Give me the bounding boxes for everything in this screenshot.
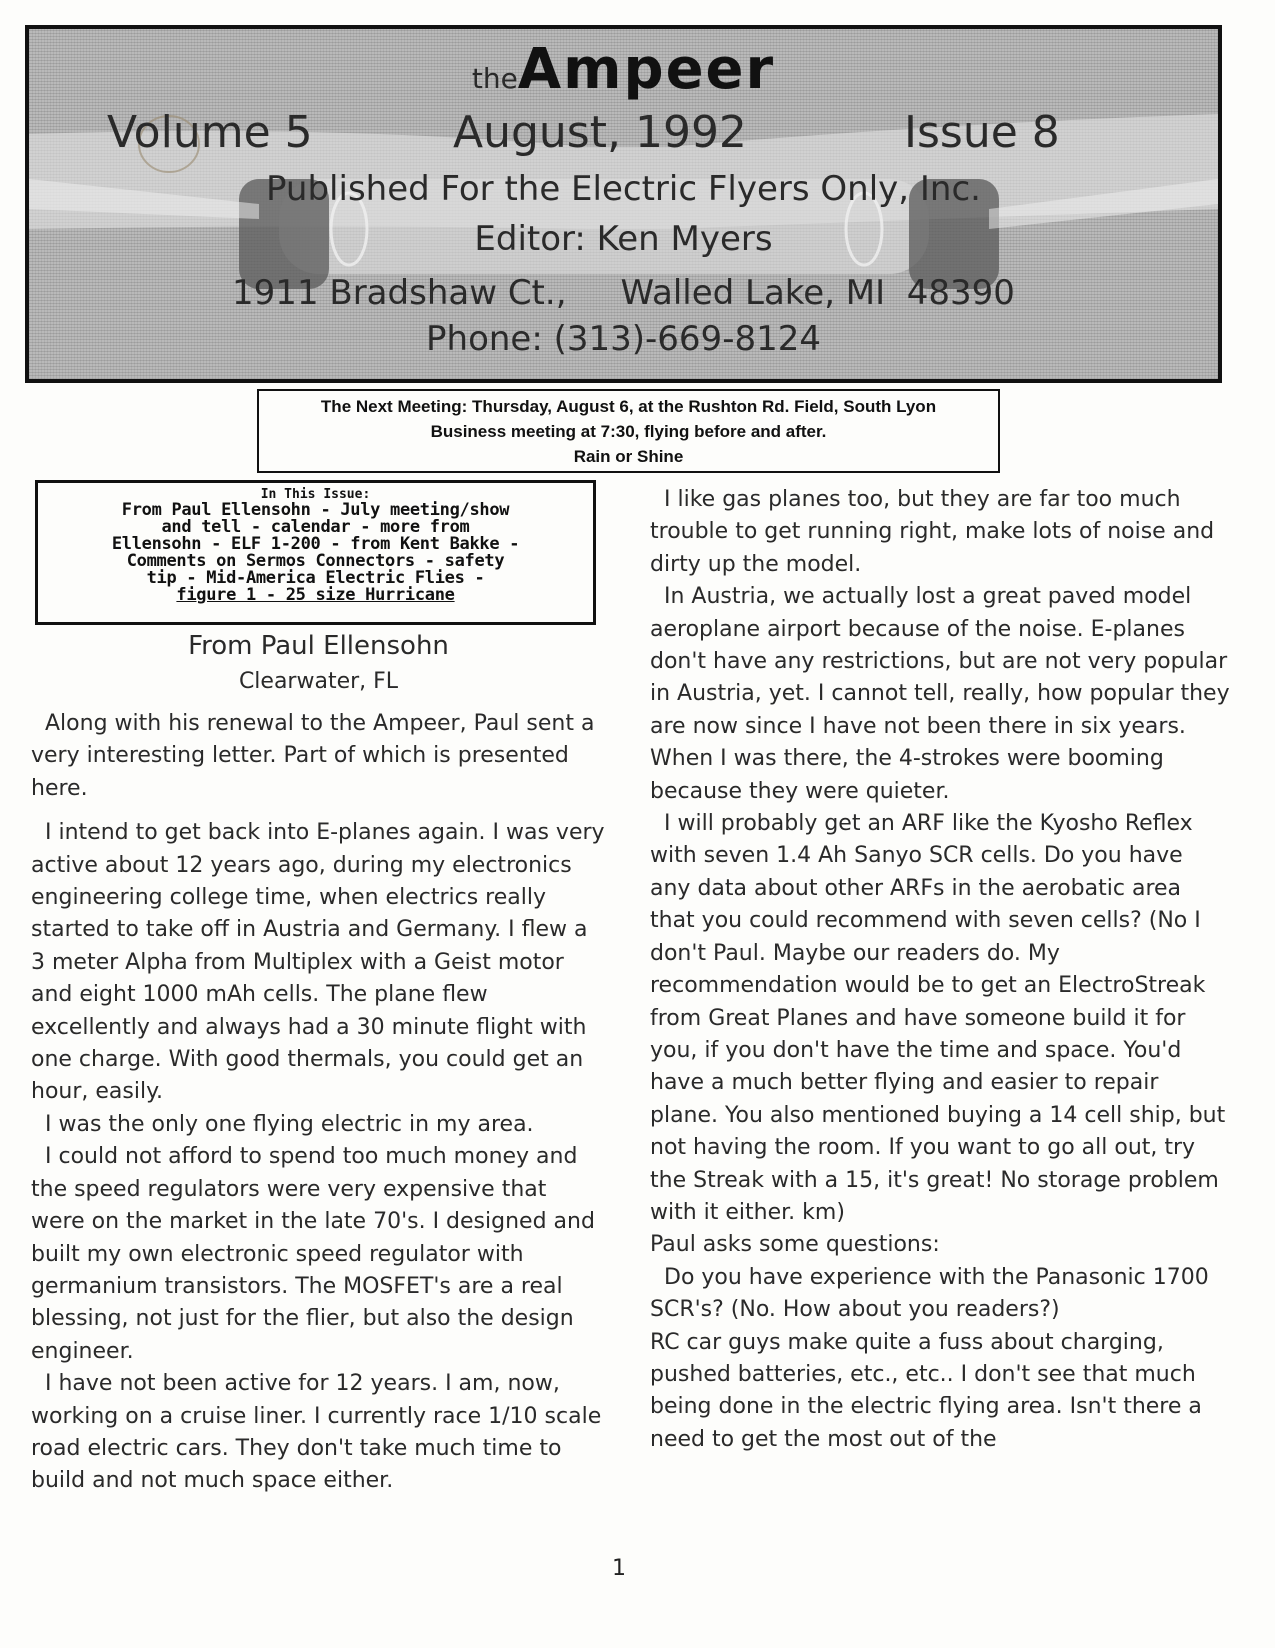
phone-line: Phone: (313)-669-8124 [426, 319, 821, 359]
paragraph: Do you have experience with the Panasonic 1700 SCR's? (No. How about you readers?) [650, 1264, 1209, 1323]
contents-line: figure 1 - 25 size Hurricane [176, 585, 455, 605]
article-location: Clearwater, FL [238, 669, 399, 694]
publisher-line: Published For the Electric Flyers Only, Inc. [266, 169, 981, 209]
paragraph: I could not afford to spend too much money and the speed regulators were very expensive that were on the market in the late 70's. I designed and built my own electronic speed regulator with germanium transistors. The MOSFET's are a real blessing, not just for the flier, but also the design engineer. [31, 1144, 595, 1364]
title-prefix: the [471, 62, 518, 95]
newsletter-title [29, 37, 1218, 102]
paragraph: I will probably get an ARF like the Kyosho Reflex with seven 1.4 Ah Sanyo SCR cells. Do you have any data about other ARFs in the aerobatic area that you could recommend with seven cells? (No I don't Paul. Maybe our readers do. My recommendation would be to get an ElectroStreak from Great Planes and have someone build it for you, if you don't have the time and space. You'd have a much better flying and easier to repair plane. You also mentioned buying a 14 cell ship, but not having the room. If you want to go all out, try the Streak with a 15, it's great! No storage problem with it either. km) [650, 811, 1226, 1225]
in-this-issue-box [35, 480, 596, 625]
next-meeting-box [257, 389, 1000, 473]
issue-date: August, 1992 [453, 107, 747, 158]
contents-line: Ellensohn - ELF 1-200 - from Kent Bakke - [111, 534, 520, 554]
left-column [31, 628, 606, 1498]
meeting-line: Business meeting at 7:30, flying before and after. [430, 422, 827, 441]
meeting-line: The Next Meeting: Thursday, August 6, at the Rushton Rd. Field, South Lyon [320, 397, 937, 416]
paragraph: I intend to get back into E-planes again. I was very active about 12 years ago, during my electronics engineering college time, when electrics really started to take off in Austria and Germany. I flew a 3 meter Alpha from Multiplex with a Geist motor and eight 1000 mAh cells. The plane flew excellently and always had a 30 minute flight with one charge. With good thermals, you could get an hour, easily. [31, 820, 605, 1105]
address-line: 1911 Bradshaw Ct., Walled Lake, MI 48390 [232, 273, 1015, 313]
meeting-line: Rain or Shine [573, 447, 684, 466]
paragraph: I like gas planes too, but they are far too much trouble to get running right, make lots of noise and dirty up the model. [650, 487, 1215, 577]
volume-label: Volume 5 [107, 107, 313, 158]
paragraph: In Austria, we actually lost a great paved model aeroplane airport because of the noise. E-planes don't have any restrictions, but are not very popular in Austria, yet. I cannot tell, really, how popular they are now since I have not been there in six years. When I was there, the 4-strokes were booming because they were quieter. [650, 584, 1230, 804]
paragraph: RC car guys make quite a fuss about charging, pushed batteries, etc., etc.. I don't see that much being done in the electric flying area. Isn't there a need to get the most out of the [650, 1329, 1202, 1452]
paragraph: Along with his renewal to the Ampeer, Paul sent a very interesting letter. Part of which is presented here. [31, 711, 595, 801]
paragraph: I was the only one flying electric in my area. [45, 1111, 534, 1137]
contents-line: tip - Mid-America Electric Flies - [146, 568, 485, 588]
title-name: Ampeer [517, 37, 776, 102]
editor-line: Editor: Ken Myers [474, 219, 773, 259]
contents-line: Comments on Sermos Connectors - safety [126, 551, 505, 571]
in-this-issue-header: In This Issue: [260, 487, 371, 502]
masthead [25, 25, 1222, 383]
right-column [650, 484, 1230, 1456]
article-title: From Paul Ellensohn [188, 631, 449, 661]
paragraph: I have not been active for 12 years. I am, now, working on a cruise liner. I currently race 1/10 scale road electric cars. They don't take much time to build and not much space either. [31, 1371, 602, 1494]
contents-line: and tell - calendar - more from [161, 517, 470, 537]
contents-line: From Paul Ellensohn - July meeting/show [121, 500, 510, 520]
paragraph: Paul asks some questions: [650, 1232, 940, 1258]
issue-number: Issue 8 [904, 107, 1060, 158]
page-number: 1 [612, 1556, 626, 1581]
